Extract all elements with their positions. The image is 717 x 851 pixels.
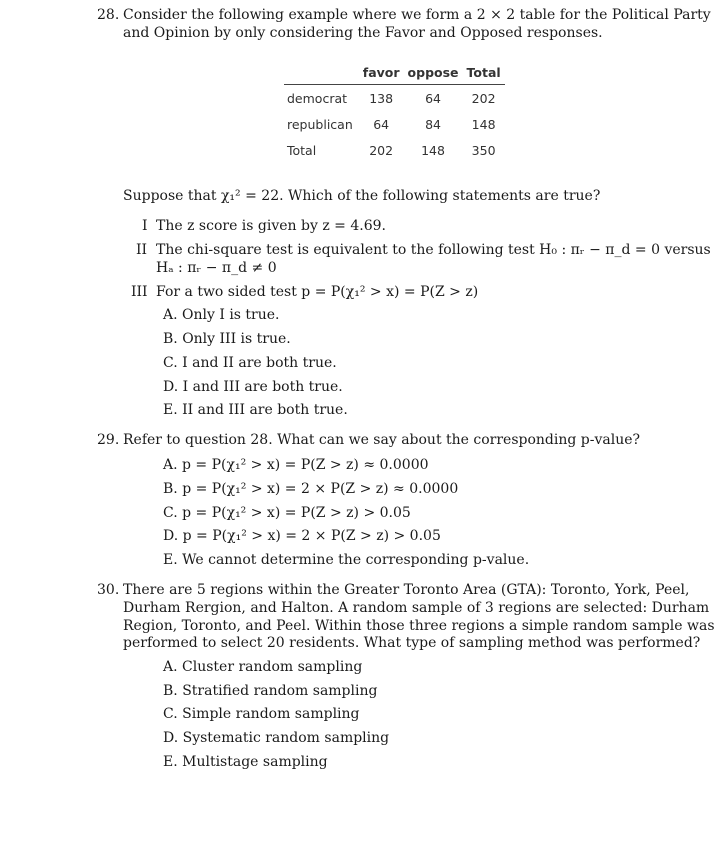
table-cell: 148 (471, 116, 496, 132)
q28-option-a: A. Only I is true. (163, 307, 280, 323)
table-row (284, 85, 505, 112)
q30-option-b: B. Stratified random sampling (163, 683, 378, 699)
contingency-table (284, 60, 505, 163)
statement-i-number: I (142, 218, 148, 234)
table-cell: 350 (471, 142, 496, 158)
q30-number: 30. (97, 582, 120, 598)
table-header-row (284, 60, 505, 85)
table-cell: 138 (369, 90, 394, 106)
table-cell: 202 (471, 90, 496, 106)
q29-intro: Refer to question 28. What can we say about the corresponding p-value? (123, 432, 641, 448)
q29-option-e: E. We cannot determine the corresponding p-value. (163, 552, 530, 568)
table-cell: 148 (421, 142, 445, 158)
q29-option-b: B. p = P(χ₁² > x) = 2 × P(Z > z) ≈ 0.0000 (163, 481, 459, 497)
q29-option-c: C. p = P(χ₁² > x) = P(Z > z) > 0.05 (163, 505, 411, 521)
q28-suppose: Suppose that χ₁² = 22. Which of the following statements are true? (123, 188, 601, 204)
q30-option-e: E. Multistage sampling (163, 754, 328, 770)
statement-iii-number: III (131, 284, 148, 300)
q28-intro-line2: and Opinion by only considering the Favor and Opposed responses. (123, 25, 603, 41)
q29-number: 29. (97, 432, 120, 448)
table-header-cell: oppose (404, 60, 463, 85)
table-header-cell (284, 60, 359, 85)
q30-intro-line3: Region, Toronto, and Peel. Within those three regions a simple random sample was (123, 618, 715, 634)
statement-ii-text: The chi-square test is equivalent to the following test H₀ : πᵣ − π_d = 0 versus (156, 242, 711, 258)
table-cell: 64 (373, 116, 390, 132)
q28-option-c: C. I and II are both true. (163, 355, 337, 371)
q28-number: 28. (97, 7, 120, 23)
statement-iii-text: For a two sided test p = P(χ₁² > x) = P(Z > z) (156, 284, 479, 300)
q30-option-a: A. Cluster random sampling (163, 659, 363, 675)
table-header-cell: favor (359, 60, 404, 85)
q28-option-b: B. Only III is true. (163, 331, 291, 347)
statement-ii-number: II (136, 242, 148, 258)
q29-option-d: D. p = P(χ₁² > x) = 2 × P(Z > z) > 0.05 (163, 528, 441, 544)
q28-option-e: E. II and III are both true. (163, 402, 348, 418)
table-cell: democrat (287, 90, 348, 106)
table-cell: 64 (425, 90, 441, 106)
table-cell: republican (287, 116, 353, 132)
table-cell: Total (287, 142, 317, 158)
q28-intro-line1: Consider the following example where we form a 2 × 2 table for the Political Party (123, 7, 711, 23)
table-row (284, 111, 505, 137)
statement-ii-text-cont: Hₐ : πᵣ − π_d ≠ 0 (156, 260, 277, 276)
q28-option-d: D. I and III are both true. (163, 379, 343, 395)
q30-option-c: C. Simple random sampling (163, 706, 360, 722)
q30-intro-line2: Durham Rergion, and Halton. A random sample of 3 regions are selected: Durham (123, 600, 710, 616)
statement-i-text: The z score is given by z = 4.69. (156, 218, 386, 234)
table-row (284, 137, 505, 163)
q29-option-a: A. p = P(χ₁² > x) = P(Z > z) ≈ 0.0000 (163, 457, 429, 473)
table-cell: 84 (425, 116, 441, 132)
table-header-cell: Total (463, 60, 505, 85)
q30-intro-line4: performed to select 20 residents. What type of sampling method was performed? (123, 635, 701, 651)
q30-intro-line1: There are 5 regions within the Greater Toronto Area (GTA): Toronto, York, Peel, (123, 582, 690, 598)
q30-option-d: D. Systematic random sampling (163, 730, 390, 746)
table-cell: 202 (369, 142, 394, 158)
